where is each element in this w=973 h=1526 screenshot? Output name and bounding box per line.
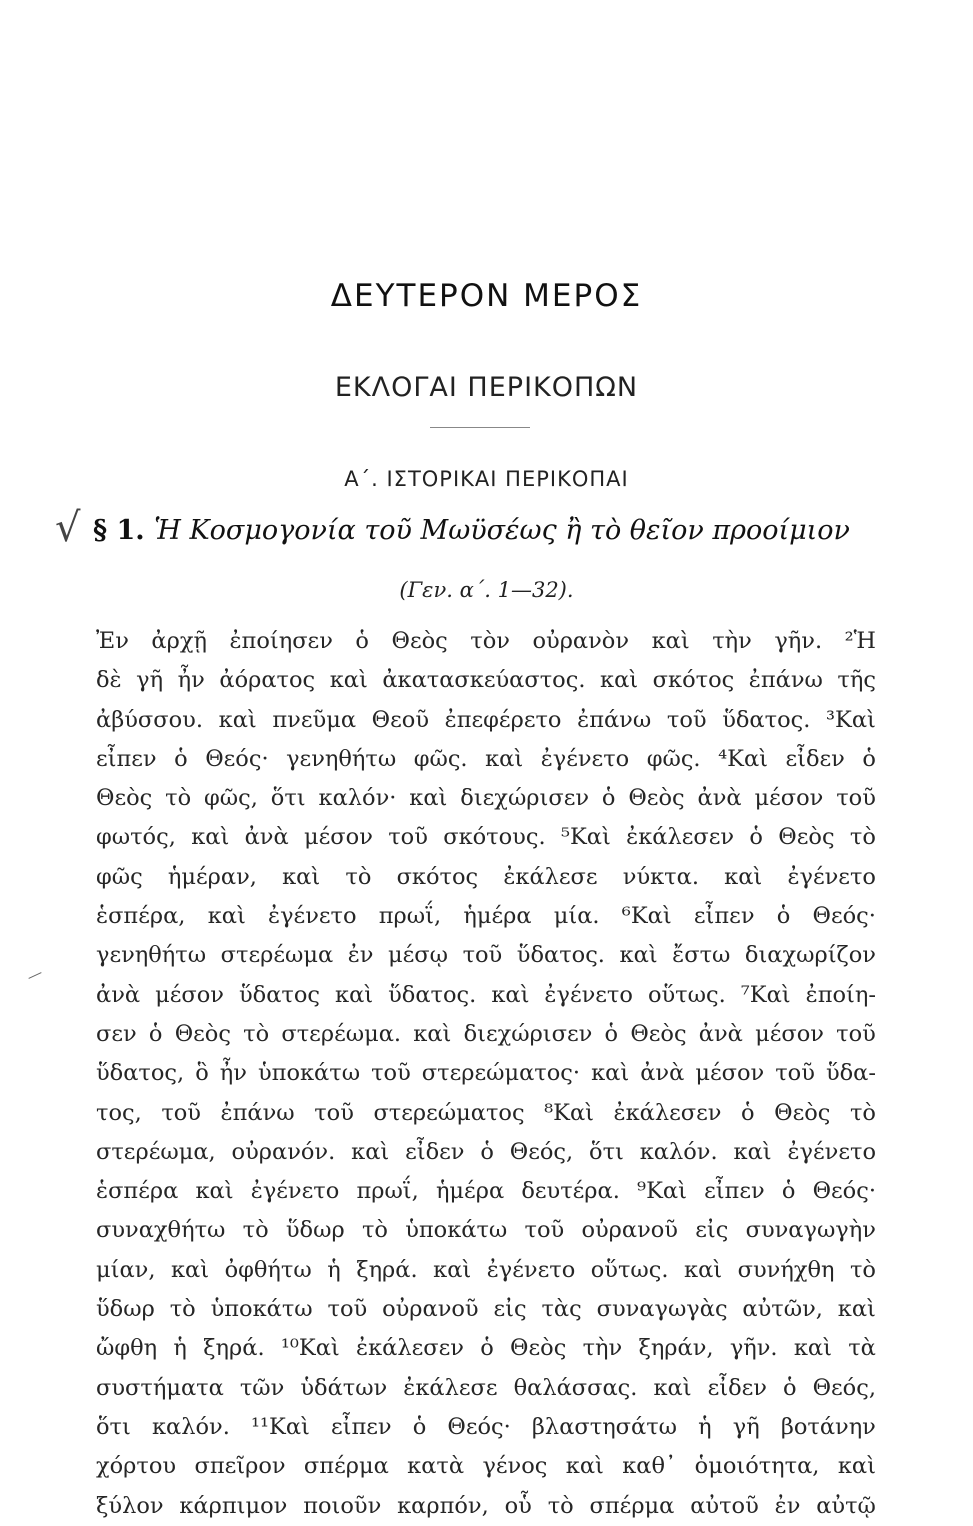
word: μέσον bbox=[754, 785, 824, 812]
word: καὶ bbox=[837, 1453, 876, 1480]
scripture-citation: (Γεν. α΄. 1—32). bbox=[399, 578, 574, 602]
text-line bbox=[96, 1369, 876, 1408]
word: συναχθήτω bbox=[96, 1217, 226, 1244]
word: ²Ἡ bbox=[844, 628, 876, 654]
word: ἐποίη- bbox=[805, 981, 876, 1008]
word: τὰ bbox=[848, 1335, 876, 1362]
word: ὁ bbox=[781, 1178, 796, 1205]
word: γῆ bbox=[732, 1413, 760, 1440]
word: καὶ bbox=[491, 981, 530, 1008]
word: Θεὸς bbox=[628, 785, 685, 812]
word: τὸ bbox=[849, 824, 876, 851]
text-line bbox=[96, 779, 876, 818]
word: μέσον bbox=[695, 1060, 765, 1087]
word: αὐτοῦ bbox=[690, 1492, 759, 1519]
word: τὸ bbox=[242, 1217, 269, 1244]
word: εἶπεν bbox=[330, 1413, 392, 1440]
word: ἀνὰ bbox=[640, 1060, 685, 1087]
word: κάρπιμον bbox=[179, 1492, 288, 1519]
word: ἡ bbox=[173, 1335, 187, 1362]
word: φῶς. bbox=[413, 745, 468, 772]
text-line bbox=[96, 858, 876, 897]
word: πρωΐ, bbox=[378, 903, 442, 930]
word: σκότος bbox=[652, 667, 735, 694]
word: εἰς bbox=[493, 1296, 527, 1323]
word: σπέρμα bbox=[589, 1492, 675, 1519]
word: ἐγένετο bbox=[268, 903, 357, 930]
word: μέσον bbox=[755, 1020, 824, 1047]
section-title: ΕΚΛΟΓΑΙ ΠΕΡΙΚΟΠΩΝ bbox=[334, 372, 639, 403]
word: γῆ bbox=[136, 667, 164, 694]
word: εἶδεν bbox=[785, 745, 845, 772]
word: ἡμέραν, bbox=[167, 863, 257, 890]
text-line bbox=[96, 818, 876, 857]
word: διεχώρισεν bbox=[460, 785, 590, 812]
word: στερέωμα, bbox=[96, 1138, 216, 1165]
word: ⁵Καὶ bbox=[560, 824, 611, 851]
word: τοῦ bbox=[327, 1296, 368, 1323]
word: στερεώματος· bbox=[421, 1060, 581, 1087]
word: καὶ bbox=[191, 824, 230, 851]
word: φῶς. bbox=[646, 745, 701, 772]
word: ἐκάλεσεν bbox=[356, 1335, 464, 1362]
word: τοῦ bbox=[462, 942, 503, 969]
word: ὁ bbox=[741, 1099, 755, 1126]
word: μία. bbox=[553, 903, 600, 930]
word: ὅτι bbox=[589, 1138, 624, 1165]
word: ἀνὰ bbox=[698, 1020, 743, 1047]
word: μέσῳ bbox=[388, 942, 449, 969]
word: καὶ bbox=[351, 1138, 390, 1165]
word: ὕδατος. bbox=[722, 706, 811, 733]
word: τὸν bbox=[470, 628, 510, 654]
word: πνεῦμα bbox=[272, 706, 357, 733]
word: νύκτα. bbox=[622, 863, 699, 890]
word: συστήματα bbox=[96, 1374, 224, 1401]
word: τοῦ bbox=[371, 1060, 411, 1087]
text-line bbox=[96, 1329, 876, 1368]
word: ἀόρατος bbox=[219, 667, 316, 694]
word: ὕδατος, bbox=[96, 1060, 185, 1087]
word: κατὰ bbox=[407, 1453, 465, 1480]
margin-pencil-mark bbox=[28, 972, 41, 979]
word: ἐκάλεσεν bbox=[626, 824, 735, 851]
word: στερέωμα bbox=[220, 942, 334, 969]
word: ἐκάλεσε bbox=[403, 1374, 498, 1401]
word: ἐγένετο bbox=[787, 1138, 876, 1165]
word: ἐγένετο bbox=[250, 1178, 340, 1205]
word: ὁ bbox=[862, 745, 876, 772]
word: ὃ bbox=[195, 1060, 209, 1087]
word: ⁴Καὶ bbox=[718, 745, 768, 772]
word: οὐρανοῦ bbox=[382, 1296, 479, 1323]
word: ἀβύσσου. bbox=[96, 706, 203, 733]
word: μίαν, bbox=[96, 1256, 156, 1283]
word: στερεώματος bbox=[373, 1099, 525, 1126]
word: διεχώρισεν bbox=[463, 1020, 593, 1047]
word: Θεὸς bbox=[391, 628, 448, 654]
text-line bbox=[96, 976, 876, 1015]
text-line bbox=[96, 1487, 876, 1526]
word: ἡ bbox=[698, 1413, 712, 1440]
word: σκότος bbox=[396, 863, 479, 890]
text-line bbox=[96, 1015, 876, 1054]
word: καὶ bbox=[485, 745, 524, 772]
word: ἀρχῇ bbox=[151, 628, 207, 654]
word: ὁ bbox=[355, 628, 369, 654]
word: καθ᾿ bbox=[622, 1453, 677, 1480]
word: τοῦ bbox=[161, 1099, 201, 1126]
word: ὅτι bbox=[96, 1413, 131, 1440]
word: ἐγένετο bbox=[540, 745, 630, 772]
word: ὑποκάτω bbox=[257, 1060, 361, 1087]
word: ἡμέρα bbox=[463, 903, 532, 930]
word: αὐτῶν, bbox=[742, 1296, 823, 1323]
word: στερέωμα. bbox=[281, 1020, 402, 1047]
word: ἀνὰ bbox=[697, 785, 742, 812]
word: ἐγένετο bbox=[787, 863, 876, 890]
word: τὸ bbox=[361, 1217, 388, 1244]
word: ⁹Καὶ bbox=[637, 1178, 687, 1205]
word: ὁμοιότητα, bbox=[694, 1453, 820, 1480]
word: διαχωρίζον bbox=[744, 942, 876, 969]
word: καρπόν, bbox=[397, 1492, 489, 1519]
word: Θεοῦ bbox=[371, 706, 429, 733]
word: ἦν bbox=[219, 1060, 247, 1087]
word: οὐρανοῦ bbox=[581, 1217, 678, 1244]
word: ὁ bbox=[601, 785, 616, 812]
chapter-number: § 1. bbox=[93, 515, 145, 546]
word: ἑσπέρα, bbox=[96, 903, 186, 930]
word: ὀφθήτω bbox=[224, 1256, 312, 1283]
word: καὶ bbox=[837, 1296, 876, 1323]
text-line bbox=[96, 1447, 876, 1486]
word: ὑδάτων bbox=[300, 1374, 388, 1401]
word: Ἐν bbox=[96, 628, 129, 654]
text-line bbox=[96, 701, 876, 740]
word: ὕδωρ bbox=[285, 1217, 345, 1244]
word: τὰς bbox=[541, 1296, 582, 1323]
word: ὁ bbox=[749, 824, 763, 851]
word: καὶ bbox=[218, 706, 257, 733]
word: καὶ bbox=[653, 1374, 692, 1401]
word: ὁ bbox=[776, 903, 791, 930]
word: ὁ bbox=[783, 1374, 797, 1401]
word: καὶ bbox=[413, 1020, 452, 1047]
word: τοῦ bbox=[666, 706, 707, 733]
word: σπεῖρον bbox=[194, 1453, 286, 1480]
word: οὗ bbox=[504, 1492, 532, 1519]
word: καὶ bbox=[733, 1138, 772, 1165]
word: τοῦ bbox=[775, 1060, 815, 1087]
word: τὴν bbox=[582, 1335, 623, 1362]
word: ὑποκάτω bbox=[405, 1217, 508, 1244]
body-text bbox=[96, 622, 876, 1526]
word: ⁶Καὶ bbox=[621, 903, 672, 930]
word: ἐπάνω bbox=[577, 706, 652, 733]
word: καὶ bbox=[619, 942, 658, 969]
word: ἐπάνω bbox=[748, 667, 823, 694]
text-line bbox=[96, 740, 876, 779]
word: δευτέρα. bbox=[521, 1178, 620, 1205]
text-line bbox=[96, 936, 876, 975]
word: τὸ bbox=[165, 785, 192, 812]
word: ποιοῦν bbox=[303, 1492, 382, 1519]
word: βοτάνην bbox=[780, 1413, 876, 1440]
word: καὶ bbox=[793, 1335, 832, 1362]
word: συναγωγὴν bbox=[745, 1217, 876, 1244]
word: βλαστησάτω bbox=[531, 1413, 678, 1440]
word: ξηρά. bbox=[203, 1335, 265, 1362]
word: εἶπεν bbox=[96, 745, 157, 772]
subsection-title: Α΄. ΙΣΤΟΡΙΚΑΙ ΠΕΡΙΚΟΠΑΙ bbox=[344, 467, 629, 491]
word: ξηράν, bbox=[638, 1335, 714, 1362]
handwritten-check-mark: √ bbox=[55, 505, 81, 551]
word: ἐκάλεσε bbox=[503, 863, 598, 890]
word: αὐτῷ bbox=[816, 1492, 876, 1519]
word: καὶ bbox=[684, 1256, 723, 1283]
word: καὶ bbox=[565, 1453, 604, 1480]
word: γενηθήτω bbox=[96, 942, 207, 969]
word: τοῦ bbox=[836, 1020, 876, 1047]
word: ὤφθη bbox=[96, 1335, 158, 1362]
word: θαλάσσας. bbox=[513, 1374, 638, 1401]
text-line bbox=[96, 1054, 876, 1093]
word: καλόν. bbox=[151, 1413, 230, 1440]
word: μέσον bbox=[304, 824, 373, 851]
word: Θεὸς bbox=[96, 785, 153, 812]
word: οὐρανὸν bbox=[532, 628, 630, 654]
word: καὶ bbox=[591, 1060, 630, 1087]
word: ἀκατασκεύαστος. bbox=[382, 667, 586, 694]
word: εἶδεν bbox=[707, 1374, 767, 1401]
word: τὴν bbox=[712, 628, 752, 654]
word: ὅτι bbox=[270, 785, 306, 812]
word: ⁸Καὶ bbox=[544, 1099, 594, 1126]
word: καὶ bbox=[282, 863, 321, 890]
word: Θεὸς bbox=[510, 1335, 567, 1362]
word: ξηρά. bbox=[356, 1256, 418, 1283]
word: πρωΐ, bbox=[356, 1178, 419, 1205]
word: Θεός· bbox=[812, 1178, 876, 1205]
word: Θεός, bbox=[509, 1138, 574, 1165]
word: καὶ bbox=[724, 863, 763, 890]
word: χόρτου bbox=[96, 1453, 177, 1480]
word: τὸ bbox=[547, 1492, 574, 1519]
word: εἰς bbox=[695, 1217, 729, 1244]
word: σπέρμα bbox=[303, 1453, 389, 1480]
word: δὲ bbox=[96, 667, 122, 694]
chapter-heading bbox=[93, 515, 893, 546]
word: ἡ bbox=[327, 1256, 341, 1283]
word: τῆς bbox=[837, 667, 876, 694]
word: οὕτως. bbox=[647, 981, 726, 1008]
word: τὸ bbox=[169, 1296, 196, 1323]
word: ἐποίησεν bbox=[229, 628, 333, 654]
word: ξύλον bbox=[96, 1492, 164, 1519]
word: ὕδατος. bbox=[388, 981, 477, 1008]
word: ἐπάνω bbox=[220, 1099, 295, 1126]
word: τῶν bbox=[239, 1374, 285, 1401]
word: οὐρανόν. bbox=[231, 1138, 336, 1165]
word: εἶπεν bbox=[693, 903, 755, 930]
word: φωτός, bbox=[96, 824, 176, 851]
word: καὶ bbox=[195, 1178, 234, 1205]
word: τοῦ bbox=[314, 1099, 354, 1126]
part-title: ΔΕΥΤΕΡΟΝ ΜΕΡΟΣ bbox=[330, 278, 643, 314]
word: τοῦ bbox=[524, 1217, 565, 1244]
word: ἐν bbox=[347, 942, 374, 969]
text-line bbox=[96, 1290, 876, 1329]
word: ἐν bbox=[774, 1492, 801, 1519]
word: τοῦ bbox=[388, 824, 428, 851]
word: ὁ bbox=[148, 1020, 163, 1047]
word: ἐκάλεσεν bbox=[613, 1099, 722, 1126]
word: ἐγένετο bbox=[486, 1256, 576, 1283]
word: οὕτως. bbox=[590, 1256, 669, 1283]
word: σεν bbox=[96, 1020, 137, 1047]
text-line bbox=[96, 622, 876, 661]
word: ¹¹Καὶ bbox=[250, 1413, 310, 1440]
text-line bbox=[96, 897, 876, 936]
word: καὶ bbox=[329, 667, 368, 694]
word: ἀνὰ bbox=[244, 824, 289, 851]
text-line bbox=[96, 1094, 876, 1133]
word: μέσον bbox=[155, 981, 224, 1008]
word: Θεὸς bbox=[630, 1020, 687, 1047]
word: ὁ bbox=[412, 1413, 427, 1440]
word: ⁷Καὶ bbox=[740, 981, 791, 1008]
word: γῆν. bbox=[729, 1335, 778, 1362]
word: τὸ bbox=[243, 1020, 270, 1047]
chapter-title: Ἡ Κοσμογονία τοῦ Μωϋσέως ἢ τὸ θεῖον προοίμιον bbox=[154, 515, 850, 546]
word: ἐπεφέρετο bbox=[444, 706, 562, 733]
word: καὶ bbox=[433, 1256, 472, 1283]
word: καὶ bbox=[600, 667, 639, 694]
word: φῶς, bbox=[204, 785, 258, 812]
word: Θεός, bbox=[812, 1374, 876, 1401]
word: καὶ bbox=[170, 1256, 210, 1283]
word: ὁ bbox=[174, 745, 188, 772]
word: σκότους. bbox=[443, 824, 546, 851]
word: ὑποκάτω bbox=[210, 1296, 313, 1323]
word: τὸ bbox=[849, 1099, 876, 1126]
word: γῆν. bbox=[774, 628, 823, 654]
text-line bbox=[96, 1408, 876, 1447]
word: ἔστω bbox=[672, 942, 731, 969]
word: συναγωγὰς bbox=[596, 1296, 728, 1323]
word: καὶ bbox=[651, 628, 690, 654]
text-line bbox=[96, 1251, 876, 1290]
word: γενηθήτω bbox=[286, 745, 397, 772]
word: Θεός· bbox=[812, 903, 876, 930]
word: ὁ bbox=[480, 1335, 494, 1362]
word: ³Καὶ bbox=[826, 706, 876, 733]
text-line bbox=[96, 1211, 876, 1250]
word: καλόν. bbox=[639, 1138, 718, 1165]
word: γένος bbox=[482, 1453, 548, 1480]
word: ὕδωρ bbox=[96, 1296, 155, 1323]
word: συνήχθη bbox=[737, 1256, 835, 1283]
word: εἶπεν bbox=[704, 1178, 765, 1205]
word: ὕδατος bbox=[238, 981, 320, 1008]
text-line bbox=[96, 1172, 876, 1211]
word: ἦν bbox=[177, 667, 205, 694]
word: Θεὸς bbox=[778, 824, 835, 851]
word: ἀνὰ bbox=[96, 981, 141, 1008]
word: καὶ bbox=[409, 785, 448, 812]
word: ¹⁰Καὶ bbox=[280, 1335, 340, 1362]
word: καὶ bbox=[207, 903, 246, 930]
word: καὶ bbox=[335, 981, 374, 1008]
word: ὕδα- bbox=[825, 1060, 876, 1087]
word: ὁ bbox=[480, 1138, 494, 1165]
word: Θεὸς bbox=[174, 1020, 231, 1047]
text-line bbox=[96, 1133, 876, 1172]
divider-rule bbox=[430, 427, 530, 428]
word: τος, bbox=[96, 1099, 142, 1126]
word: ἑσπέρα bbox=[96, 1178, 179, 1205]
word: ὁ bbox=[604, 1020, 619, 1047]
word: τὸ bbox=[345, 863, 372, 890]
word: ἡμέρα bbox=[435, 1178, 505, 1205]
text-line bbox=[96, 661, 876, 700]
word: ὕδατος. bbox=[516, 942, 605, 969]
word: ἐγένετο bbox=[544, 981, 633, 1008]
word: Θεὸς bbox=[774, 1099, 831, 1126]
word: φῶς bbox=[96, 863, 143, 890]
word: εἶδεν bbox=[405, 1138, 465, 1165]
word: Θεός· bbox=[205, 745, 269, 772]
word: τὸ bbox=[849, 1256, 876, 1283]
word: τοῦ bbox=[836, 785, 876, 812]
word: Θεός· bbox=[447, 1413, 511, 1440]
word: καλόν· bbox=[318, 785, 397, 812]
